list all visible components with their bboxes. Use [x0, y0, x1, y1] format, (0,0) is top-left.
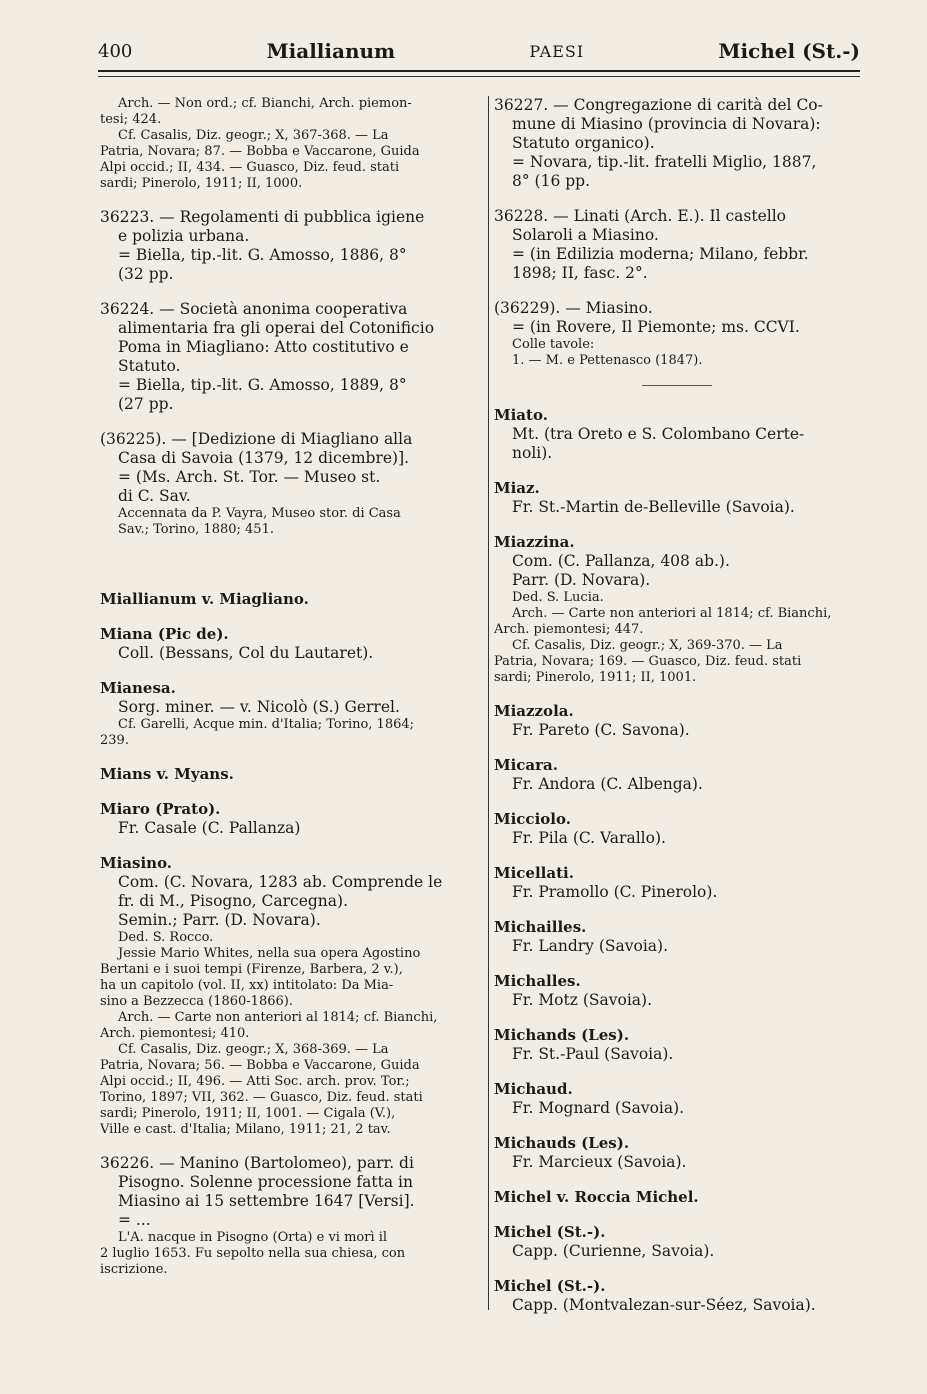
spacer: [100, 554, 476, 590]
text-line: Ville e cast. d'Italia; Milano, 1911; 21, 2 tav.: [100, 1122, 391, 1137]
entry-heading: 36226. — Manino (Bartolomeo), parr. di: [100, 1154, 414, 1172]
entry-heading: Michel (St.-).: [494, 1277, 606, 1295]
entry-36227: [494, 96, 860, 191]
text-line: Ded. S. Lucia.: [512, 590, 604, 605]
header-rule-thick: [98, 70, 860, 72]
text-line: Arch. — Carte non anteriori al 1814; cf. Bianchi,: [512, 606, 832, 621]
text-line: Cf. Casalis, Diz. geogr.; X, 368-369. — La: [118, 1042, 389, 1057]
entry-michel-roccia: [494, 1188, 860, 1207]
entry-36228: [494, 207, 860, 283]
text-line: di C. Sav.: [118, 487, 191, 505]
text-line: sardi; Pinerolo, 1911; II, 1001. — Cigala (V.),: [100, 1106, 396, 1121]
text-line: Patria, Novara; 87. — Bobba e Vaccarone, Guida: [100, 144, 420, 159]
text-line: Pisogno. Solenne processione fatta in: [118, 1173, 413, 1191]
text-line: 1. — M. e Pettenasco (1847).: [512, 353, 703, 368]
entry-heading: Miazzina.: [494, 533, 575, 551]
entry-miallianum: [100, 590, 476, 609]
text-line: Fr. Marcieux (Savoia).: [512, 1153, 687, 1171]
text-line: Semin.; Parr. (D. Novara).: [118, 911, 321, 929]
page-number: 400: [98, 40, 133, 62]
text-line: Fr. Andora (C. Albenga).: [512, 775, 703, 793]
text-line: Cf. Casalis, Diz. geogr.; X, 367-368. — La: [118, 128, 389, 143]
entry-michauds: [494, 1134, 860, 1172]
entry-michalles: [494, 972, 860, 1010]
text-line: Cf. Casalis, Diz. geogr.; X, 369-370. — La: [512, 638, 783, 653]
right-guide-word: Michel (St.-): [718, 39, 860, 63]
text-line: Solaroli a Miasino.: [512, 226, 659, 244]
text-line: Arch. piemontesi; 410.: [100, 1026, 250, 1041]
text-line: 2 luglio 1653. Fu sepolto nella sua chiesa, con: [100, 1246, 406, 1261]
text-line: Fr. St.-Paul (Savoia).: [512, 1045, 674, 1063]
text-line: Capp. (Curienne, Savoia).: [512, 1242, 715, 1260]
text-line: Bertani e i suoi tempi (Firenze, Barbera, 2 v.),: [100, 962, 403, 977]
text-line: mune di Miasino (provincia di Novara):: [512, 115, 821, 133]
text-line: e polizia urbana.: [118, 227, 250, 245]
entry-heading: 36224. — Società anonima cooperativa: [100, 300, 408, 318]
entry-36226: [100, 1154, 476, 1278]
right-column: [494, 96, 860, 1331]
text-line: Casa di Savoia (1379, 12 dicembre)].: [118, 449, 410, 467]
text-line: Ded. S. Rocco.: [118, 930, 214, 945]
entry-mians: [100, 765, 476, 784]
text-line: Arch. — Carte non anteriori al 1814; cf. Bianchi,: [118, 1010, 438, 1025]
text-line: Com. (C. Pallanza, 408 ab.).: [512, 552, 730, 570]
text-line: Fr. Casale (C. Pallanza): [118, 819, 301, 837]
separator-rule: [642, 385, 712, 386]
page-header: [98, 34, 860, 68]
left-guide-word: Miallianum: [266, 39, 396, 63]
entry-heading: Mianesa.: [100, 679, 176, 697]
text-line: Coll. (Bessans, Col du Lautaret).: [118, 644, 374, 662]
text-line: Statuto organico).: [512, 134, 655, 152]
text-line: Arch. — Non ord.; cf. Bianchi, Arch. piemon-: [118, 96, 412, 111]
text-line: Colle tavole:: [512, 337, 595, 352]
column-divider: [488, 96, 489, 1310]
text-line: Sorg. miner. — v. Nicolò (S.) Gerrel.: [118, 698, 400, 716]
entry-heading: Michalles.: [494, 972, 581, 990]
entry-heading: Micellati.: [494, 864, 574, 882]
text-line: Arch. piemontesi; 447.: [494, 622, 644, 637]
text-line: Poma in Miagliano: Atto costitutivo e: [118, 338, 409, 356]
entry-36229: [494, 299, 860, 369]
text-line: Fr. Motz (Savoia).: [512, 991, 653, 1009]
text-line: Fr. Mognard (Savoia).: [512, 1099, 685, 1117]
entry-heading: Miasino.: [100, 854, 173, 872]
text-line: L'A. nacque in Pisogno (Orta) e vi morì il: [118, 1230, 388, 1245]
text-line: Fr. Pareto (C. Savona).: [512, 721, 690, 739]
text-line: Patria, Novara; 56. — Bobba e Vaccarone, Guida: [100, 1058, 420, 1073]
entry-heading: Miaro (Prato).: [100, 800, 221, 818]
text-line: 239.: [100, 733, 129, 748]
entry-michel-st-montvalezan: [494, 1277, 860, 1315]
entry-heading: Micciolo.: [494, 810, 571, 828]
entry-heading: Mians v. Myans.: [100, 765, 234, 783]
entry-michaud: [494, 1080, 860, 1118]
text-line: Alpi occid.; II, 434. — Guasco, Diz. feud. stati: [100, 160, 400, 175]
text-line: iscrizione.: [100, 1262, 168, 1277]
entry-heading: Miallianum v. Miagliano.: [100, 590, 309, 608]
text-line: Capp. (Montvalezan-sur-Séez, Savoia).: [512, 1296, 816, 1314]
text-line: Cf. Garelli, Acque min. d'Italia; Torino, 1864;: [118, 717, 415, 732]
text-line: = (in Rovere, Il Piemonte; ms. CCVI.: [512, 318, 800, 336]
text-line: = (in Edilizia moderna; Milano, febbr.: [512, 245, 809, 263]
entry-michailles: [494, 918, 860, 956]
header-rule-thin: [98, 76, 860, 77]
text-line: = Biella, tip.-lit. G. Amosso, 1889, 8°: [118, 376, 407, 394]
text-line: = ...: [118, 1211, 151, 1229]
text-line: (32 pp.: [118, 265, 174, 283]
entry-miagliano-archives: [100, 96, 476, 192]
entry-heading: Miato.: [494, 406, 548, 424]
entry-micellati: [494, 864, 860, 902]
entry-heading: Michailles.: [494, 918, 587, 936]
entry-36223: [100, 208, 476, 284]
entry-miaro: [100, 800, 476, 838]
text-line: Jessie Mario Whites, nella sua opera Agostino: [118, 946, 421, 961]
text-line: Accennata da P. Vayra, Museo stor. di Casa: [118, 506, 401, 521]
text-line: Miasino ai 15 settembre 1647 [Versi].: [118, 1192, 415, 1210]
text-line: Fr. Pila (C. Varallo).: [512, 829, 666, 847]
text-line: Torino, 1897; VII, 362. — Guasco, Diz. feud. stati: [100, 1090, 423, 1105]
entry-heading: (36225). — [Dedizione di Miagliano alla: [100, 430, 413, 448]
entry-36225: [100, 430, 476, 538]
entry-miasino: [100, 854, 476, 1138]
text-line: sino a Bezzecca (1860-1866).: [100, 994, 293, 1009]
entry-michel-st-curienne: [494, 1223, 860, 1261]
text-line: Fr. Pramollo (C. Pinerolo).: [512, 883, 718, 901]
entry-heading: 36228. — Linati (Arch. E.). Il castello: [494, 207, 787, 225]
text-line: Parr. (D. Novara).: [512, 571, 651, 589]
text-line: sardi; Pinerolo, 1911; II, 1001.: [494, 670, 697, 685]
entry-miato: [494, 406, 860, 463]
text-line: tesi; 424.: [100, 112, 162, 127]
entry-heading: Miazzola.: [494, 702, 574, 720]
section-title: PAESI: [529, 41, 585, 61]
entry-heading: Michands (Les).: [494, 1026, 630, 1044]
text-line: Mt. (tra Oreto e S. Colombano Certe-: [512, 425, 805, 443]
entry-micciolo: [494, 810, 860, 848]
entry-michands: [494, 1026, 860, 1064]
text-line: Com. (C. Novara, 1283 ab. Comprende le: [118, 873, 443, 891]
text-line: (27 pp.: [118, 395, 174, 413]
entry-miana: [100, 625, 476, 663]
entry-miazzola: [494, 702, 860, 740]
text-line: Statuto.: [118, 357, 181, 375]
entry-36224: [100, 300, 476, 414]
text-line: = Biella, tip.-lit. G. Amosso, 1886, 8°: [118, 246, 407, 264]
text-line: Sav.; Torino, 1880; 451.: [118, 522, 274, 537]
entry-miaz: [494, 479, 860, 517]
text-line: sardi; Pinerolo, 1911; II, 1000.: [100, 176, 303, 191]
entry-heading: 36223. — Regolamenti di pubblica igiene: [100, 208, 425, 226]
text-line: Alpi occid.; II, 496. — Atti Soc. arch. prov. Tor.;: [100, 1074, 410, 1089]
entry-heading: Miana (Pic de).: [100, 625, 229, 643]
entry-mianesa: [100, 679, 476, 749]
left-column: [100, 96, 476, 1294]
text-line: Patria, Novara; 169. — Guasco, Diz. feud. stati: [494, 654, 802, 669]
text-line: 8° (16 pp.: [512, 172, 591, 190]
text-line: alimentaria fra gli operai del Cotonificio: [118, 319, 435, 337]
entry-heading: Michel v. Roccia Michel.: [494, 1188, 699, 1206]
text-line: Fr. Landry (Savoia).: [512, 937, 669, 955]
entry-micara: [494, 756, 860, 794]
entry-heading: Michauds (Les).: [494, 1134, 630, 1152]
entry-heading: Miaz.: [494, 479, 540, 497]
text-line: noli).: [512, 444, 553, 462]
entry-miazzina: [494, 533, 860, 686]
text-line: = (Ms. Arch. St. Tor. — Museo st.: [118, 468, 381, 486]
text-line: = Novara, tip.-lit. fratelli Miglio, 1887,: [512, 153, 817, 171]
text-line: Fr. St.-Martin de-Belleville (Savoia).: [512, 498, 795, 516]
text-line: fr. di M., Pisogno, Carcegna).: [118, 892, 349, 910]
entry-heading: (36229). — Miasino.: [494, 299, 653, 317]
entry-heading: Michaud.: [494, 1080, 573, 1098]
entry-heading: Michel (St.-).: [494, 1223, 606, 1241]
text-line: 1898; II, fasc. 2°.: [512, 264, 648, 282]
entry-heading: 36227. — Congregazione di carità del Co-: [494, 96, 823, 114]
text-line: ha un capitolo (vol. II, xx) intitolato: Da Mia-: [100, 978, 394, 993]
entry-heading: Micara.: [494, 756, 558, 774]
